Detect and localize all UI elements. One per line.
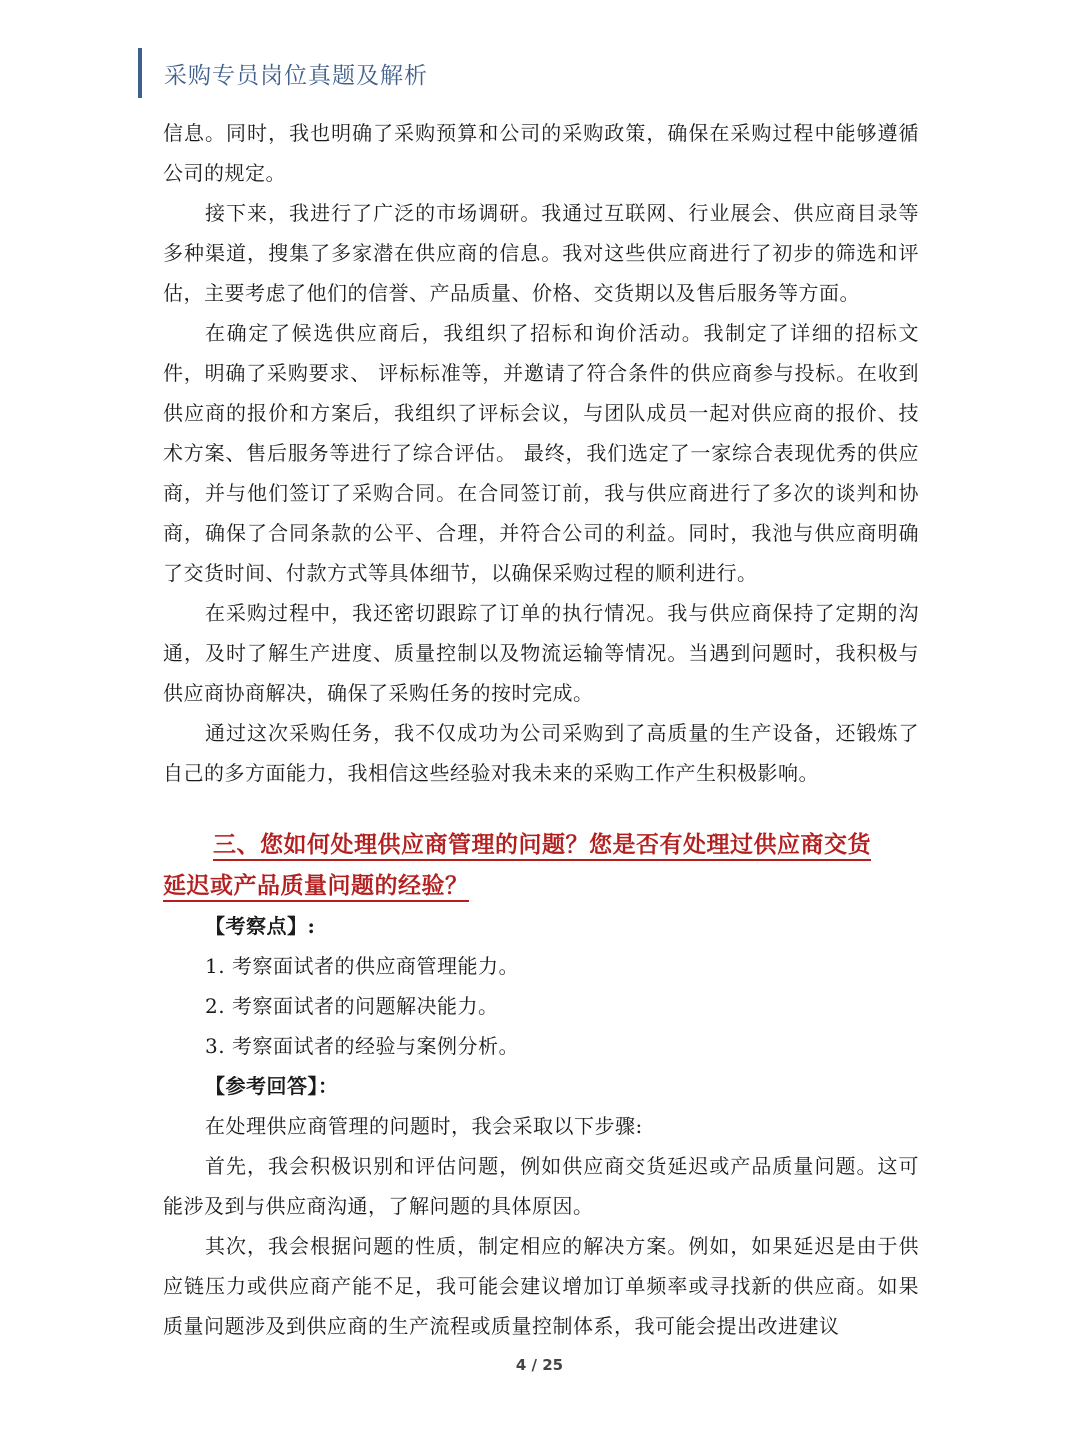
paragraph: 信息。同时，我也明确了采购预算和公司的采购政策，确保在采购过程中能够遵循公司的规定。 [163, 121, 919, 185]
answer-paragraph: 首先，我会积极识别和评估问题，例如供应商交货延迟或产品质量问题。这可能涉及到与供应商沟通，了解问题的具体原因。 [163, 1154, 919, 1218]
paragraph: 接下来，我进行了广泛的市场调研。我通过互联网、行业展会、供应商目录等多种渠道，搜集了多家潜在供应商的信息。我对这些供应商进行了初步的筛选和评估，主要考虑了他们的信誉、产品质量、价格、交货期以及售后服务等方面。 [163, 201, 919, 305]
paragraph: 在采购过程中，我还密切跟踪了订单的执行情况。我与供应商保持了定期的沟通，及时了解生产进度、质量控制以及物流运输等情况。当遇到问题时，我积极与供应商协商解决，确保了采购任务的按时完成。 [163, 601, 919, 705]
paragraph: 通过这次采购任务，我不仅成功为公司采购到了高质量的生产设备，还锻炼了自己的多方面能力，我相信这些经验对我未来的采购工作产生积极影响。 [163, 721, 919, 785]
page-content [163, 113, 919, 1346]
exam-point-item: 1. 考察面试者的供应商管理能力。 [205, 954, 519, 978]
answer-label: 【参考回答】： [205, 1074, 339, 1098]
question-heading-2 [163, 865, 919, 906]
answer-paragraph: 其次，我会根据问题的性质，制定相应的解决方案。例如，如果延迟是由于供应链压力或供应商产能不足，我可能会建议增加订单频率或寻找新的供应商。如果质量问题涉及到供应商的生产流程或质量控制体系，我可能会提出改进建议 [163, 1234, 919, 1338]
exam-point-item: 2. 考察面试者的问题解决能力。 [205, 994, 499, 1018]
document-header [138, 48, 428, 98]
page-number: 4 / 25 [515, 1356, 564, 1374]
question-heading [163, 824, 919, 865]
exam-point-item: 3. 考察面试者的经验与案例分析。 [205, 1034, 519, 1058]
question-heading-line2: 延迟或产品质量问题的经验？ [163, 872, 469, 902]
document-title: 采购专员岗位真题及解析 [164, 62, 428, 89]
answer-paragraph: 在处理供应商管理的问题时，我会采取以下步骤: [205, 1114, 643, 1138]
question-heading-line1: 三、您如何处理供应商管理的问题？您是否有处理过供应商交货 [213, 831, 871, 861]
exam-points-label: 【考察点】: [205, 914, 316, 938]
paragraph: 在确定了候选供应商后，我组织了招标和询价活动。我制定了详细的招标文件，明确了采购要求、 评标标准等，并邀请了符合条件的供应商参与投标。在收到供应商的报价和方案后，我组织了评标会议，与团队成员一起对供应商的报价、技术方案、售后服务等进行了综合评估。 最终，我们选定了一家综合表现优秀的供应商，并与他们签订了采购合同。在合同签订前，我与供应商进行了多次的谈判和协商，确保了合同条款的公平、合理，并符合公司的利益。同时，我池与供应商明确了交货时间、付款方式等具体细节，以确保采购过程的顺利进行。 [163, 321, 919, 585]
